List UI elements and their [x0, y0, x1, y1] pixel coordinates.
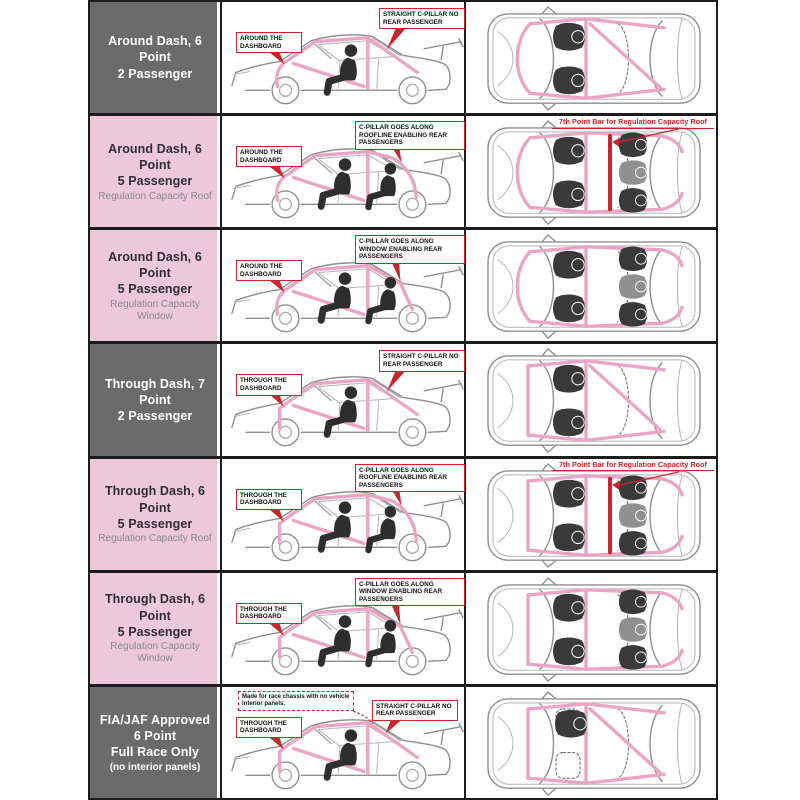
- rollcage-configuration-chart: [88, 0, 718, 800]
- race-chassis-note: Made for race chassis with no vehicle interior panels.: [238, 691, 354, 711]
- car-top-outline: [488, 692, 700, 795]
- side-view-cell: [222, 687, 466, 798]
- table-row: [90, 573, 716, 687]
- row-label-cell: [90, 687, 222, 798]
- side-view-cell: [222, 573, 466, 684]
- car-top-view-drawing: [466, 459, 716, 570]
- rear-middle-passenger-figure: [619, 503, 647, 527]
- passenger-figure: [553, 594, 585, 622]
- row-title-line: 5 Passenger: [117, 282, 193, 297]
- dashboard-callout: AROUND THE DASHBOARD: [236, 260, 302, 281]
- rear-passenger-figure: [368, 163, 396, 207]
- row-note: (no interior panels): [109, 762, 201, 774]
- rear-passenger-figure: [368, 506, 396, 550]
- callout-pointer: [387, 371, 406, 392]
- driver-figure: [321, 273, 351, 321]
- passenger-figure: [553, 23, 585, 51]
- table-row: [90, 230, 716, 344]
- car-top-outline: [488, 7, 700, 110]
- passenger-figure: [553, 409, 585, 437]
- table-row: [90, 2, 716, 116]
- rear-middle-passenger-figure: [619, 617, 647, 641]
- dashboard-callout: AROUND THE DASHBOARD: [236, 32, 302, 53]
- dashboard-callout: THROUGH THE DASHBOARD: [236, 489, 302, 510]
- cpillar-callout: C-PILLAR GOES ALONG WINDOW ENABLING REAR PASSENGERS: [355, 578, 465, 607]
- driver-figure: [555, 710, 587, 738]
- driver-figure: [321, 159, 351, 207]
- row-title-line: Around Dash, 6 Point: [108, 34, 202, 65]
- table-row: [90, 459, 716, 573]
- passenger-figure: [553, 479, 585, 507]
- rear-passenger-figure: [619, 531, 647, 555]
- rollcage-top: [517, 133, 682, 212]
- row-subtitle: Regulation Capacity Roof: [98, 533, 212, 544]
- rear-passenger-figure: [619, 188, 647, 212]
- rear-middle-passenger-figure: [619, 160, 647, 184]
- row-title-line: Through Dash, 7 Point: [104, 376, 206, 407]
- driver-figure: [327, 729, 357, 777]
- seventh-point-note: 7th Point Bar for Regulation Capacity Roof: [552, 118, 714, 129]
- driver-figure: [321, 615, 351, 663]
- row-subtitle: Regulation Capacity Window: [110, 641, 200, 665]
- passenger-figure: [553, 523, 585, 551]
- row-subtitle: Regulation Capacity Roof: [98, 190, 212, 202]
- rear-passenger-figure: [619, 645, 647, 669]
- row-label-cell: [90, 459, 222, 570]
- top-view-cell: [466, 344, 716, 455]
- callout-pointer: [386, 721, 401, 734]
- rollcage-top: [517, 19, 664, 98]
- dashboard-callout: AROUND THE DASHBOARD: [236, 146, 302, 167]
- passenger-figure: [553, 637, 585, 665]
- side-view-cell: [222, 230, 466, 341]
- table-row: [90, 116, 716, 230]
- row-title-line: 2 Passenger: [117, 409, 193, 424]
- cpillar-callout: STRAIGHT C-PILLAR NO REAR PASSENGER: [372, 700, 458, 721]
- row-subtitle: Regulation Capacity Window: [110, 298, 200, 322]
- car-top-view-drawing: [466, 2, 716, 113]
- table-row: [90, 687, 716, 798]
- row-title-line: 5 Passenger: [117, 516, 193, 531]
- row-title-line: 2 Passenger: [117, 66, 193, 81]
- car-top-view-drawing: [466, 573, 716, 684]
- car-top-view-drawing: [466, 687, 716, 798]
- cpillar-callout: C-PILLAR GOES ALONG ROOFLINE ENABLING REAR PASSENGERS: [355, 464, 465, 493]
- row-label-cell: [90, 344, 222, 455]
- row-label-cell: [90, 230, 222, 341]
- car-top-view-drawing: [466, 116, 716, 227]
- row-title-line: 6 Point: [133, 728, 177, 743]
- top-view-cell: [466, 230, 716, 341]
- driver-figure: [321, 501, 351, 549]
- row-label-cell: [90, 2, 222, 113]
- car-top-outline: [488, 349, 700, 452]
- passenger-figure: [553, 181, 585, 209]
- row-title-line: Through Dash, 6 Point: [104, 484, 206, 515]
- car-top-view-drawing: [466, 230, 716, 341]
- rear-passenger-figure: [368, 277, 396, 321]
- rear-passenger-figure: [619, 247, 647, 271]
- row-title-line: Through Dash, 6 Point: [104, 592, 206, 623]
- cpillar-callout: STRAIGHT C-PILLAR NO REAR PASSENGER: [379, 8, 465, 29]
- rednote-pointer: [612, 138, 620, 147]
- rear-passenger-figure: [619, 302, 647, 326]
- row-title-line: Full Race Only: [110, 745, 200, 760]
- side-view-cell: [222, 2, 466, 113]
- rear-passenger-figure: [368, 620, 396, 664]
- side-view-cell: [222, 459, 466, 570]
- passenger-figure: [553, 137, 585, 165]
- cpillar-callout: C-PILLAR GOES ALONG ROOFLINE ENABLING REAR PASSENGERS: [355, 121, 465, 150]
- top-view-cell: [466, 573, 716, 684]
- rear-passenger-figure: [619, 589, 647, 613]
- row-title-line: 5 Passenger: [117, 174, 193, 189]
- driver-figure: [327, 387, 357, 435]
- side-view-cell: [222, 344, 466, 455]
- rear-middle-passenger-figure: [619, 275, 647, 299]
- dashboard-callout: THROUGH THE DASHBOARD: [236, 717, 302, 738]
- passenger-figure: [553, 251, 585, 279]
- callout-pointer: [387, 29, 406, 50]
- driver-figure: [327, 44, 357, 92]
- row-title-line: Around Dash, 6 Point: [108, 249, 202, 281]
- row-title-line: FIA/JAF Approved: [99, 712, 211, 727]
- top-view-cell: [466, 687, 716, 798]
- rollcage-top: [528, 475, 682, 554]
- row-label-cell: [90, 573, 222, 684]
- dashboard-callout: THROUGH THE DASHBOARD: [236, 603, 302, 624]
- dashboard-callout: THROUGH THE DASHBOARD: [236, 374, 302, 395]
- side-view-cell: [222, 116, 466, 227]
- top-view-cell: [466, 116, 716, 227]
- rollcage-top: [517, 247, 682, 326]
- passenger-figure: [553, 365, 585, 393]
- rollcage-top: [528, 590, 682, 669]
- row-label-cell: [90, 116, 222, 227]
- cpillar-callout: STRAIGHT C-PILLAR NO REAR PASSENGER: [379, 350, 465, 371]
- table-row: [90, 344, 716, 458]
- car-top-view-drawing: [466, 344, 716, 455]
- seventh-point-note: 7th Point Bar for Regulation Capacity Roof: [552, 461, 714, 472]
- top-view-cell: [466, 459, 716, 570]
- passenger-figure: [553, 295, 585, 323]
- top-view-cell: [466, 2, 716, 113]
- rednote-pointer: [612, 480, 620, 489]
- row-title-line: Around Dash, 6 Point: [108, 141, 202, 173]
- passenger-figure: [553, 67, 585, 95]
- cpillar-callout: C-PILLAR GOES ALONG WINDOW ENABLING REAR PASSENGERS: [355, 235, 465, 264]
- row-title-line: 5 Passenger: [117, 624, 193, 639]
